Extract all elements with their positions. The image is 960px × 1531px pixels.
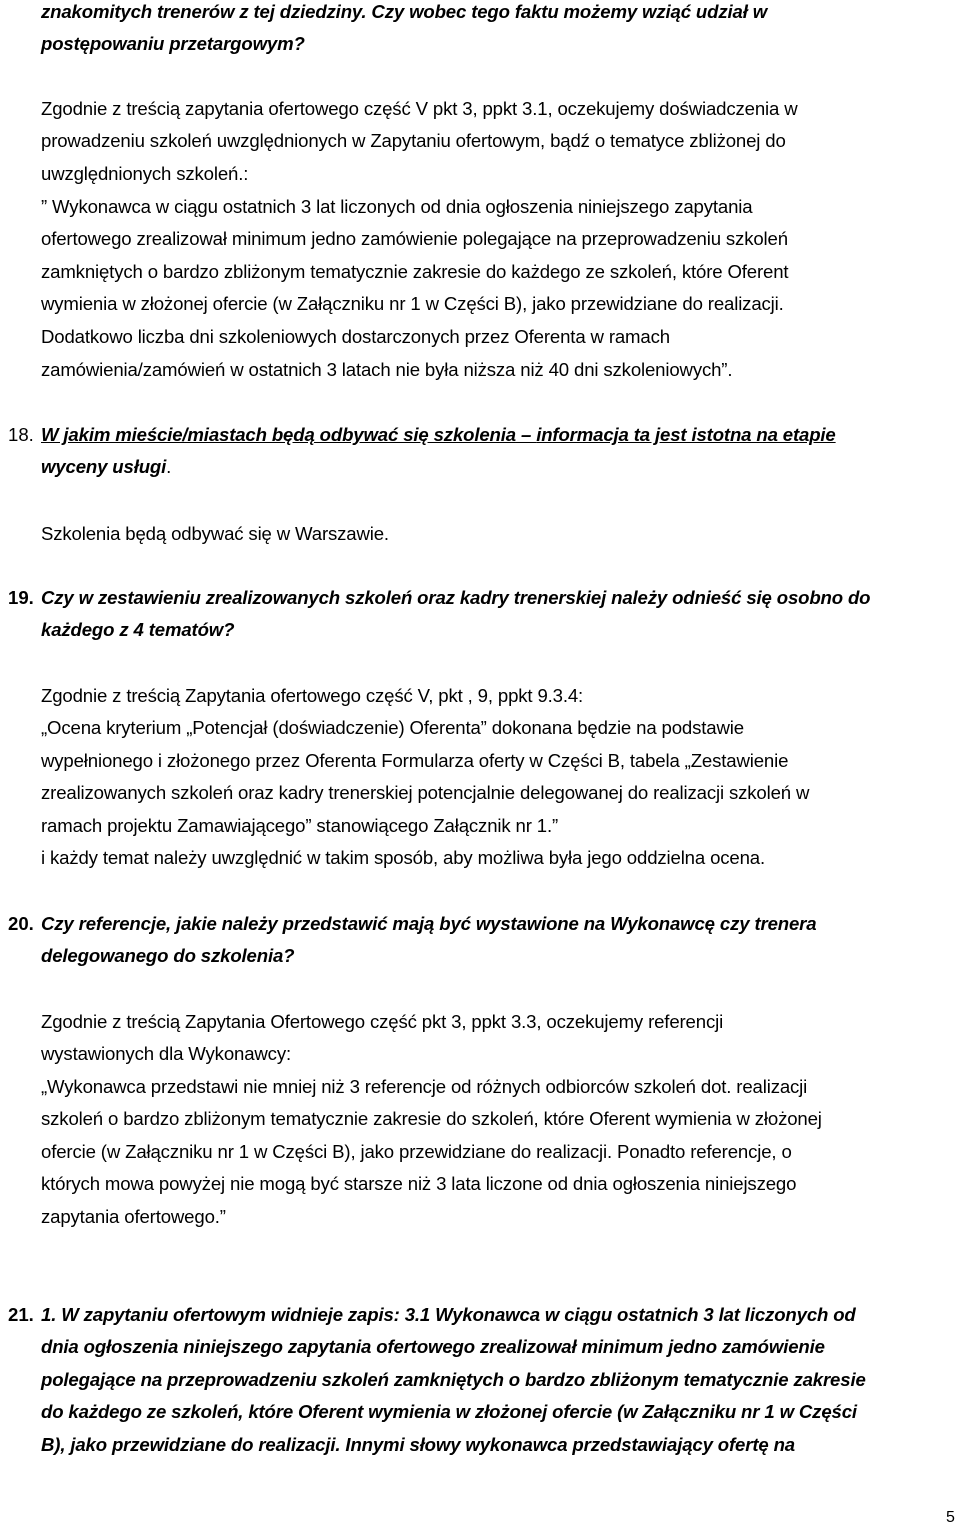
intro-question-line: postępowaniu przetargowym? [41, 33, 305, 54]
question-21-line: B), jako przewidziane do realizacji. Innymi słowy wykonawca przedstawiający ofertę na [41, 1434, 795, 1455]
question-18-dash: – [515, 424, 537, 445]
answer-19-line: wypełnionego i złożonego przez Oferenta Formularza oferty w Części B, tabela „Zestawienie [41, 750, 789, 771]
question-18-text-line2 [41, 455, 171, 479]
answer-20-line: których mowa powyżej nie mogą być starsze niż 3 lata liczone od dnia ogłoszenia niniejszego [41, 1173, 797, 1194]
question-19-number: 19. [8, 587, 34, 608]
answer-17-line: prowadzeniu szkoleń uwzględnionych w Zapytaniu ofertowym, bądź o tematyce zbliżonej do [41, 130, 786, 151]
answer-20-line: „Wykonawca przedstawi nie mniej niż 3 referencje od różnych odbiorców szkoleń dot. realizacji [41, 1076, 808, 1097]
question-18-part2: informacja ta jest istotna na etapie [536, 424, 836, 445]
question-21-line: 1. W zapytaniu ofertowym widnieje zapis: 3.1 Wykonawca w ciągu ostatnich 3 lat liczonych od [41, 1304, 856, 1325]
question-21-line: polegające na przeprowadzeniu szkoleń zamkniętych o bardzo zbliżonym tematycznie zakresie [41, 1369, 866, 1390]
question-18-part1: W jakim mieście/miastach będą odbywać się szkolenia [41, 424, 516, 445]
intro-question-line: znakomitych trenerów z tej dziedziny. Czy wobec tego faktu możemy wziąć udział w [41, 1, 768, 22]
question-21-number: 21. [8, 1304, 34, 1325]
answer-20-line: szkoleń o bardzo zbliżonym tematycznie zakresie do szkoleń, które Oferent wymienia w złożonej [41, 1108, 822, 1129]
answer-19-line: ramach projektu Zamawiającego” stanowiącego Załącznik nr 1.” [41, 815, 559, 836]
answer-17-line: ” Wykonawca w ciągu ostatnich 3 lat liczonych od dnia ogłoszenia niniejszego zapytania [41, 196, 753, 217]
answer-19-line: Zgodnie z treścią Zapytania ofertowego część V, pkt , 9, ppkt 9.3.4: [41, 685, 584, 706]
answer-17-line: zamkniętych o bardzo zbliżonym tematycznie zakresie do każdego ze szkoleń, które Oferent [41, 261, 789, 282]
answer-20-line: zapytania ofertowego.” [41, 1206, 226, 1227]
answer-17-line: zamówienia/zamówień w ostatnich 3 latach nie była niższa niż 40 dni szkoleniowych”. [41, 359, 733, 380]
question-18-end: . [166, 456, 172, 477]
answer-20-line: Zgodnie z treścią Zapytania Ofertowego część pkt 3, ppkt 3.3, oczekujemy referencji [41, 1011, 724, 1032]
answer-18-line: Szkolenia będą odbywać się w Warszawie. [41, 523, 389, 544]
answer-20-line: wystawionych dla Wykonawcy: [41, 1043, 291, 1064]
page-number: 5 [946, 1509, 955, 1526]
answer-19-line: „Ocena kryterium „Potencjał (doświadczenie) Oferenta” dokonana będzie na podstawie [41, 717, 744, 738]
question-19-line: każdego z 4 tematów? [41, 619, 235, 640]
question-21-line: do każdego ze szkoleń, które Oferent wymienia w złożonej ofercie (w Załączniku nr 1 w Części [41, 1401, 857, 1422]
question-19-line: Czy w zestawieniu zrealizowanych szkoleń oraz kadry trenerskiej należy odnieść się osobno do [41, 587, 871, 608]
question-20-line: delegowanego do szkolenia? [41, 945, 295, 966]
answer-19-line: i każdy temat należy uwzględnić w takim sposób, aby możliwa była jego oddzielna ocena. [41, 847, 766, 868]
answer-17-line: Dodatkowo liczba dni szkoleniowych dostarczonych przez Oferenta w ramach [41, 326, 670, 347]
answer-17-line: Zgodnie z treścią zapytania ofertowego część V pkt 3, ppkt 3.1, oczekujemy doświadczenia w [41, 98, 798, 119]
question-20-line: Czy referencje, jakie należy przedstawić mają być wystawione na Wykonawcę czy trenera [41, 913, 817, 934]
answer-17-line: uwzględnionych szkoleń.: [41, 163, 249, 184]
answer-17-line: wymienia w złożonej ofercie (w Załączniku nr 1 w Części B), jako przewidziane do realizacji. [41, 293, 784, 314]
answer-20-line: ofercie (w Załączniku nr 1 w Części B), jako przewidziane do realizacji. Ponadto referencje, o [41, 1141, 792, 1162]
question-18-line2: wyceny usługi [41, 456, 167, 477]
question-21-line: dnia ogłoszenia niniejszego zapytania ofertowego zrealizował minimum jedno zamówienie [41, 1336, 825, 1357]
question-18-text [41, 423, 836, 447]
question-18-number: 18. [8, 424, 34, 445]
question-20-number: 20. [8, 913, 34, 934]
answer-17-line: ofertowego zrealizował minimum jedno zamówienie polegające na przeprowadzeniu szkoleń [41, 228, 788, 249]
answer-19-line: zrealizowanych szkoleń oraz kadry trenerskiej potencjalnie delegowanej do realizacji szkoleń w [41, 782, 810, 803]
